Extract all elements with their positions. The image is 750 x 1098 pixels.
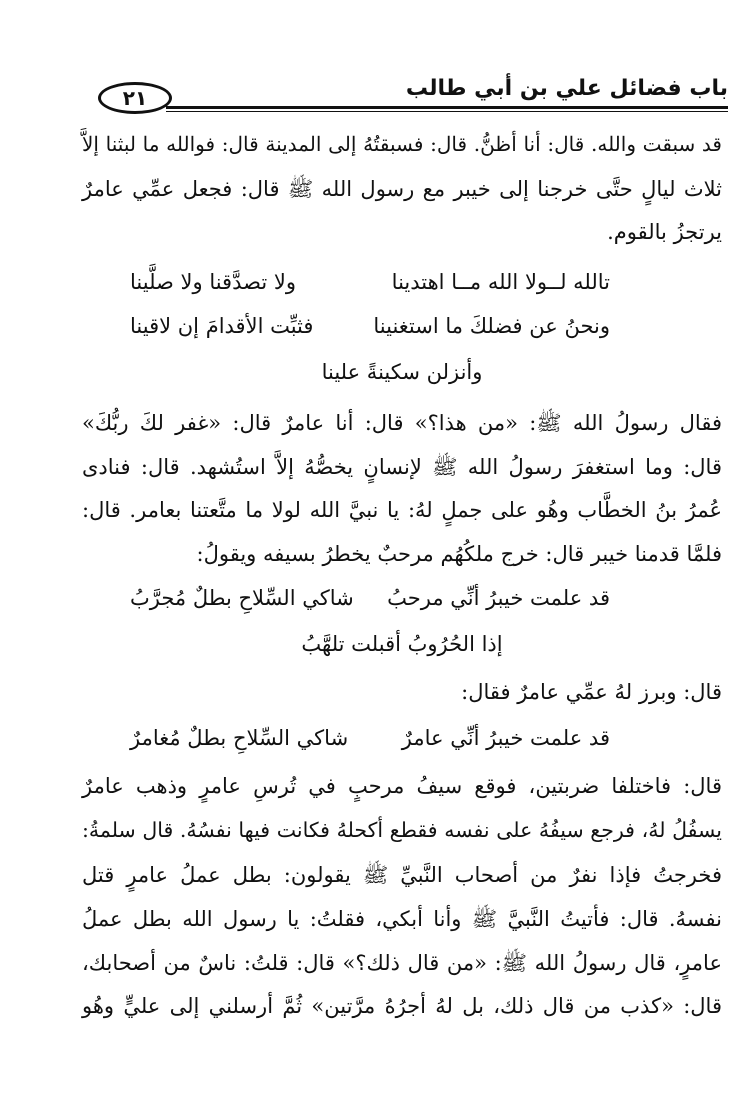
poem-verse-centered: وأنزلن سكينةً علينا xyxy=(321,360,483,384)
poem-verse xyxy=(130,726,610,760)
text-line: قد سبقت والله. قال: أنا أظنُّ. قال: فسبقتُهُ إلى المدينة قال: فوالله ما لبثنا إلاَّ xyxy=(82,132,722,156)
poem-verse xyxy=(130,314,610,348)
text-line: قال: وبرز لهُ عمِّي عامرٌ فقال: xyxy=(461,680,722,704)
text-line: فخرجتُ فإذا نفرٌ من أصحاب النَّبيِّ ﷺ يقولون: بطل عملُ عامرٍ قتل xyxy=(82,863,722,887)
verse-first-hemistich: ونحنُ عن فضلكَ ما استغنينا xyxy=(373,314,610,338)
page-header xyxy=(88,70,728,114)
chapter-title: باب فضائل علي بن أبي طالب xyxy=(405,76,728,101)
text-line: قال: وما استغفرَ رسولُ الله ﷺ لإنسانٍ يخصُّهُ إلاَّ استُشهد. قال: فنادى xyxy=(82,455,722,479)
poem-verse xyxy=(130,270,610,304)
text-line: قال: فاختلفا ضربتين، فوقع سيفُ مرحبٍ في تُرسِ عامرٍ وذهب عامرٌ xyxy=(82,774,722,798)
text-line: يرتجزُ بالقوم. xyxy=(607,220,722,244)
verse-second-hemistich: شاكي السِّلاحِ بطلٌ مُغامرٌ xyxy=(130,726,349,750)
poem-verse xyxy=(130,586,610,620)
verse-first-hemistich: تالله لــولا الله مــا اهتدينا xyxy=(391,270,610,294)
page-number-badge xyxy=(98,82,172,114)
text-line: قال: «كذب من قال ذلك، بل لهُ أجرُهُ مرَّتين» ثُمَّ أرسلني إلى عليٍّ وهُو xyxy=(82,994,722,1018)
header-rule-thin xyxy=(166,111,728,112)
text-line: فلمَّا قدمنا خيبر قال: خرج ملكُهُم مرحبٌ يخطرُ بسيفه ويقولُ: xyxy=(196,542,722,566)
header-rule xyxy=(166,106,728,109)
verse-first-hemistich: قد علمت خيبرُ أنِّي مرحبُ xyxy=(387,586,610,610)
verse-second-hemistich: ولا تصدَّقنا ولا صلَّينا xyxy=(130,270,296,294)
text-line: يسفُلُ لهُ، فرجع سيفُهُ على نفسه فقطع أكحلهُ فكانت فيها نفسُهُ. قال سلمةُ: xyxy=(82,818,722,842)
text-line: عُمرُ بنُ الخطَّاب وهُو على جملٍ لهُ: يا نبيَّ الله لولا ما متَّعتنا بعامر. قال: xyxy=(82,498,722,522)
poem-verse-centered: إذا الحُرُوبُ أقبلت تلهَّبُ xyxy=(301,632,503,656)
text-line: عامرٍ، قال رسولُ الله ﷺ: «من قال ذلك؟» قال: قلتُ: ناسٌ من أصحابك، xyxy=(82,951,722,975)
verse-second-hemistich: فثبِّت الأقدامَ إن لاقينا xyxy=(130,314,314,338)
text-line: فقال رسولُ الله ﷺ: «من هذا؟» قال: أنا عامرٌ قال: «غفر لكَ ربُّكَ» xyxy=(82,411,722,435)
page-number: ٢١ xyxy=(122,86,148,110)
verse-first-hemistich: قد علمت خيبرُ أنِّي عامرٌ xyxy=(401,726,610,750)
text-line: نفسهُ. قال: فأتيتُ النَّبيَّ ﷺ وأنا أبكي، فقلتُ: يا رسول الله بطل عملُ xyxy=(82,907,722,931)
text-line: ثلاث ليالٍ حتَّى خرجنا إلى خيبر مع رسول الله ﷺ قال: فجعل عمِّي عامرٌ xyxy=(82,177,722,201)
verse-second-hemistich: شاكي السِّلاحِ بطلٌ مُجرَّبُ xyxy=(130,586,354,610)
